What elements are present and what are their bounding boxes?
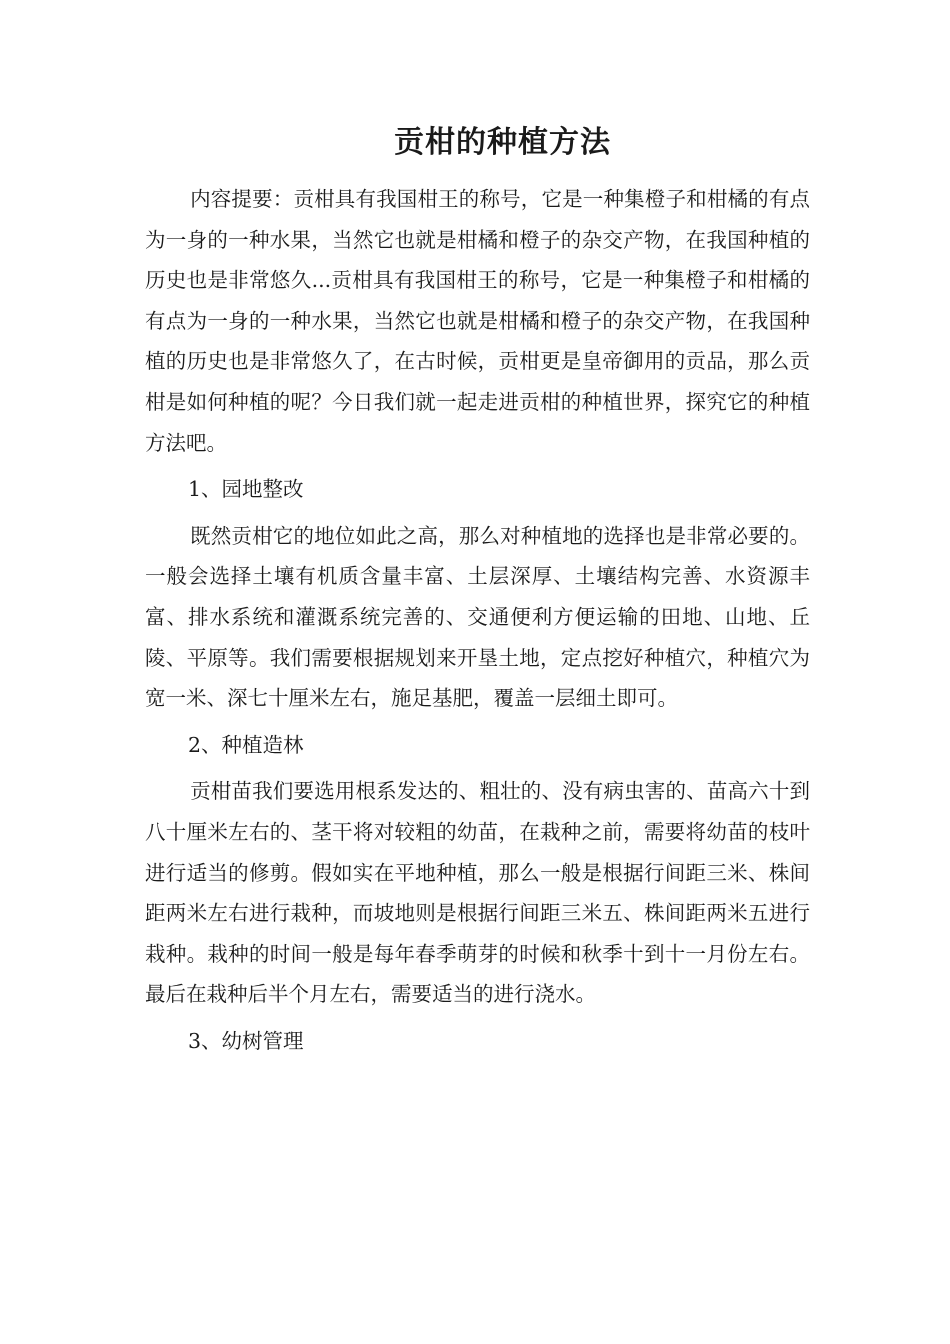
section-body-2: 贡柑苗我们要选用根系发达的、粗壮的、没有病虫害的、苗高六十到八十厘米左右的、茎干将对较粗的幼苗，在栽种之前，需要将幼苗的枝叶进行适当的修剪。假如实在平地种植，那么一般是根据行间距三米、株间距两米左右进行栽种，而坡地则是根据行间距三米五、株间距两米五进行栽种。栽种的时间一般是每年春季萌芽的时候和秋季十到十一月份左右。最后在栽种后半个月左右，需要适当的进行浇水。 xyxy=(145,779,810,1007)
section-body-1: 既然贡柑它的地位如此之高，那么对种植地的选择也是非常必要的。一般会选择土壤有机质含量丰富、土层深厚、土壤结构完善、水资源丰富、排水系统和灌溉系统完善的、交通便利方便运输的田地、山地、丘陵、平原等。我们需要根据规划来开垦土地，定点挖好种植穴，种植穴为宽一米、深七十厘米左右，施足基肥，覆盖一层细土即可。 xyxy=(145,523,810,711)
document-page xyxy=(145,118,810,1067)
section-heading-3: 3、幼树管理 xyxy=(188,1028,304,1053)
section-heading-1: 1、园地整改 xyxy=(188,477,304,502)
section-heading-2: 2、种植造林 xyxy=(188,732,304,757)
summary-paragraph: 内容提要：贡柑具有我国柑王的称号，它是一种集橙子和柑橘的有点为一身的一种水果，当然它也就是柑橘和橙子的杂交产物，在我国种植的历史也是非常悠久...贡柑具有我国柑王的称号，它是一种集橙子和柑橘的有点为一身的一种水果，当然它也就是柑橘和橙子的杂交产物，在我国种植的历史也是非常悠久了，在古时候，贡柑更是皇帝御用的贡品，那么贡柑是如何种植的呢？今日我们就一起走进贡柑的种植世界，探究它的种植方法吧。 xyxy=(145,187,810,455)
document-title: 贡柑的种植方法 xyxy=(394,125,611,160)
